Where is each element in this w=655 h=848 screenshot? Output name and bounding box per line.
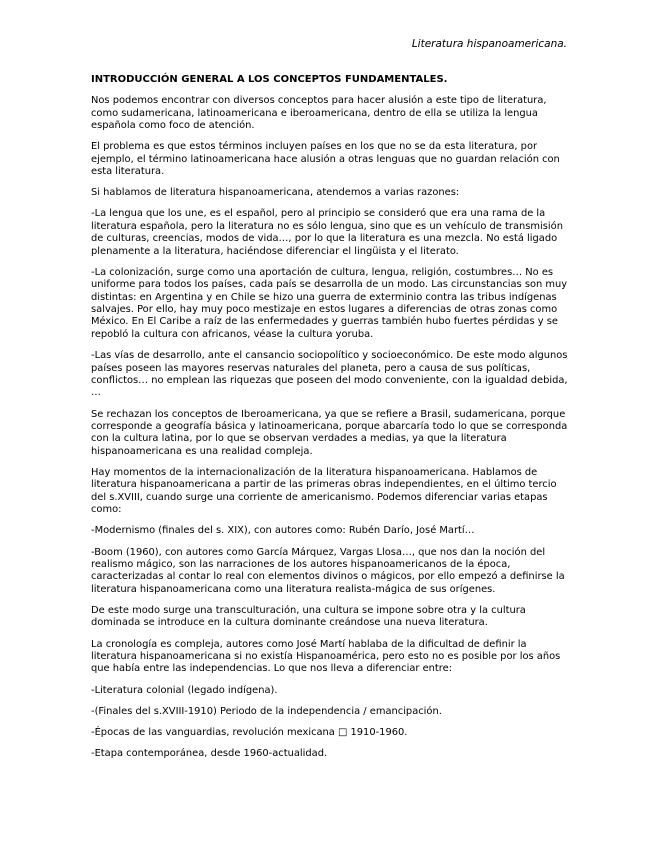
- list-item-contemporary: -Etapa contemporánea, desde 1960-actualidad.: [91, 748, 328, 760]
- paragraph-chronology: La cronología es compleja, autores como José Martí hablaba de la dificultad de definir la literatura hispanoamericana si no existía Hispanoamérica, pero esto no es posible por los años que había entre las independencias. Lo que nos lleva a diferenciar entre:: [91, 638, 561, 675]
- paragraph-modernismo: -Modernismo (finales del s. XIX), con autores como: Rubén Darío, José Martí…: [91, 525, 475, 537]
- list-item-vanguards: -Épocas de las vanguardias, revolución mexicana □ 1910-1960.: [91, 727, 408, 739]
- section-title: INTRODUCCIÓN GENERAL A LOS CONCEPTOS FUNDAMENTALES.: [91, 74, 448, 85]
- paragraph-colonization: -La colonización, surge como una aportación de cultura, lengua, religión, costumbres… No es uniforme para todos los países, cada país se desarrolla de un modo. Las circunstancias son muy distintas: en Argentina y en Chile se hizo una guerra de exterminio contra las tribus indígenas salvajes. Por ello, hay muy poco mestizaje en estos lugares a diferencias de otras zonas como México. En El Caribe a raíz de las enfermedades y guerras también hubo fuertes pérdidas y se repobló la cultura con africanos, véase la cultura yoruba.: [91, 266, 568, 340]
- paragraph-reasons: Si hablamos de literatura hispanoamericana, atendemos a varias razones:: [91, 187, 460, 199]
- list-item-independence: -(Finales del s.XVIII-1910) Periodo de la independencia / emancipación.: [91, 705, 442, 717]
- page-header: Literatura hispanoamericana.: [411, 38, 567, 50]
- paragraph-boom: -Boom (1960), con autores como García Márquez, Vargas Llosa…, que nos dan la noción del realismo mágico, son las narraciones de los autores hispanoamericanos de la época, caracterizadas al contar lo real con elementos divinos o mágicos, por ello empezó a definirse la literatura hispanoamericana como una literatura realista-mágica de sus orígenes.: [91, 546, 565, 595]
- document-body: [91, 74, 569, 769]
- paragraph-intro: Nos podemos encontrar con diversos conceptos para hacer alusión a este tipo de literatura, como sudamericana, latinoamericana e iberoamericana, dentro de ella se utiliza la lengua española como foco de atención.: [91, 95, 547, 132]
- paragraph-transculturation: De este modo surge una transculturación, una cultura se impone sobre otra y la cultura dominada se introduce en la cultura dominante creándose una nueva literatura.: [91, 604, 526, 629]
- paragraph-problem: El problema es que estos términos incluyen países en los que no se da esta literatura, por ejemplo, el término latinoamericana hace alusión a otras lenguas que no guardan relación con esta literatura.: [91, 141, 560, 178]
- paragraph-rejected-concepts: Se rechazan los conceptos de Iberoamericana, ya que se refiere a Brasil, sudamericana, porque corresponde a geografía básica y latinoamericana, porque abarcaría todo lo que se corresponda con la cultura latina, por lo que se observan verdades a medias, ya que la literatura hispanoamericana es una realidad compleja.: [91, 408, 568, 457]
- paragraph-language: -La lengua que los une, es el español, pero al principio se consideró que era una rama de la literatura española, pero la literatura no es sólo lengua, sino que es un vehículo de transmisión de culturas, creencias, modos de vida…, por lo que la literatura es una mezcla. No está ligado plenamente a la literatura, haciéndose diferenciar el lingüista y el literato.: [91, 208, 563, 257]
- paragraph-internationalization: Hay momentos de la internacionalización de la literatura hispanoamericana. Hablamos de literatura hispanoamericana a partir de las primeras obras independientes, en el último tercio del s.XVIII, cuando surge una corriente de americanismo. Podemos diferenciar varias etapas como:: [91, 466, 557, 516]
- list-item-colonial: -Literatura colonial (legado indígena).: [91, 684, 278, 696]
- paragraph-development: -Las vías de desarrollo, ante el cansancio sociopolítico y socioeconómico. De este modo algunos países poseen las mayores reservas naturales del planeta, pero a causa de sus políticas, conflictos… no emplean las riquezas que poseen del modo conveniente, con la igualdad debida, …: [91, 350, 568, 399]
